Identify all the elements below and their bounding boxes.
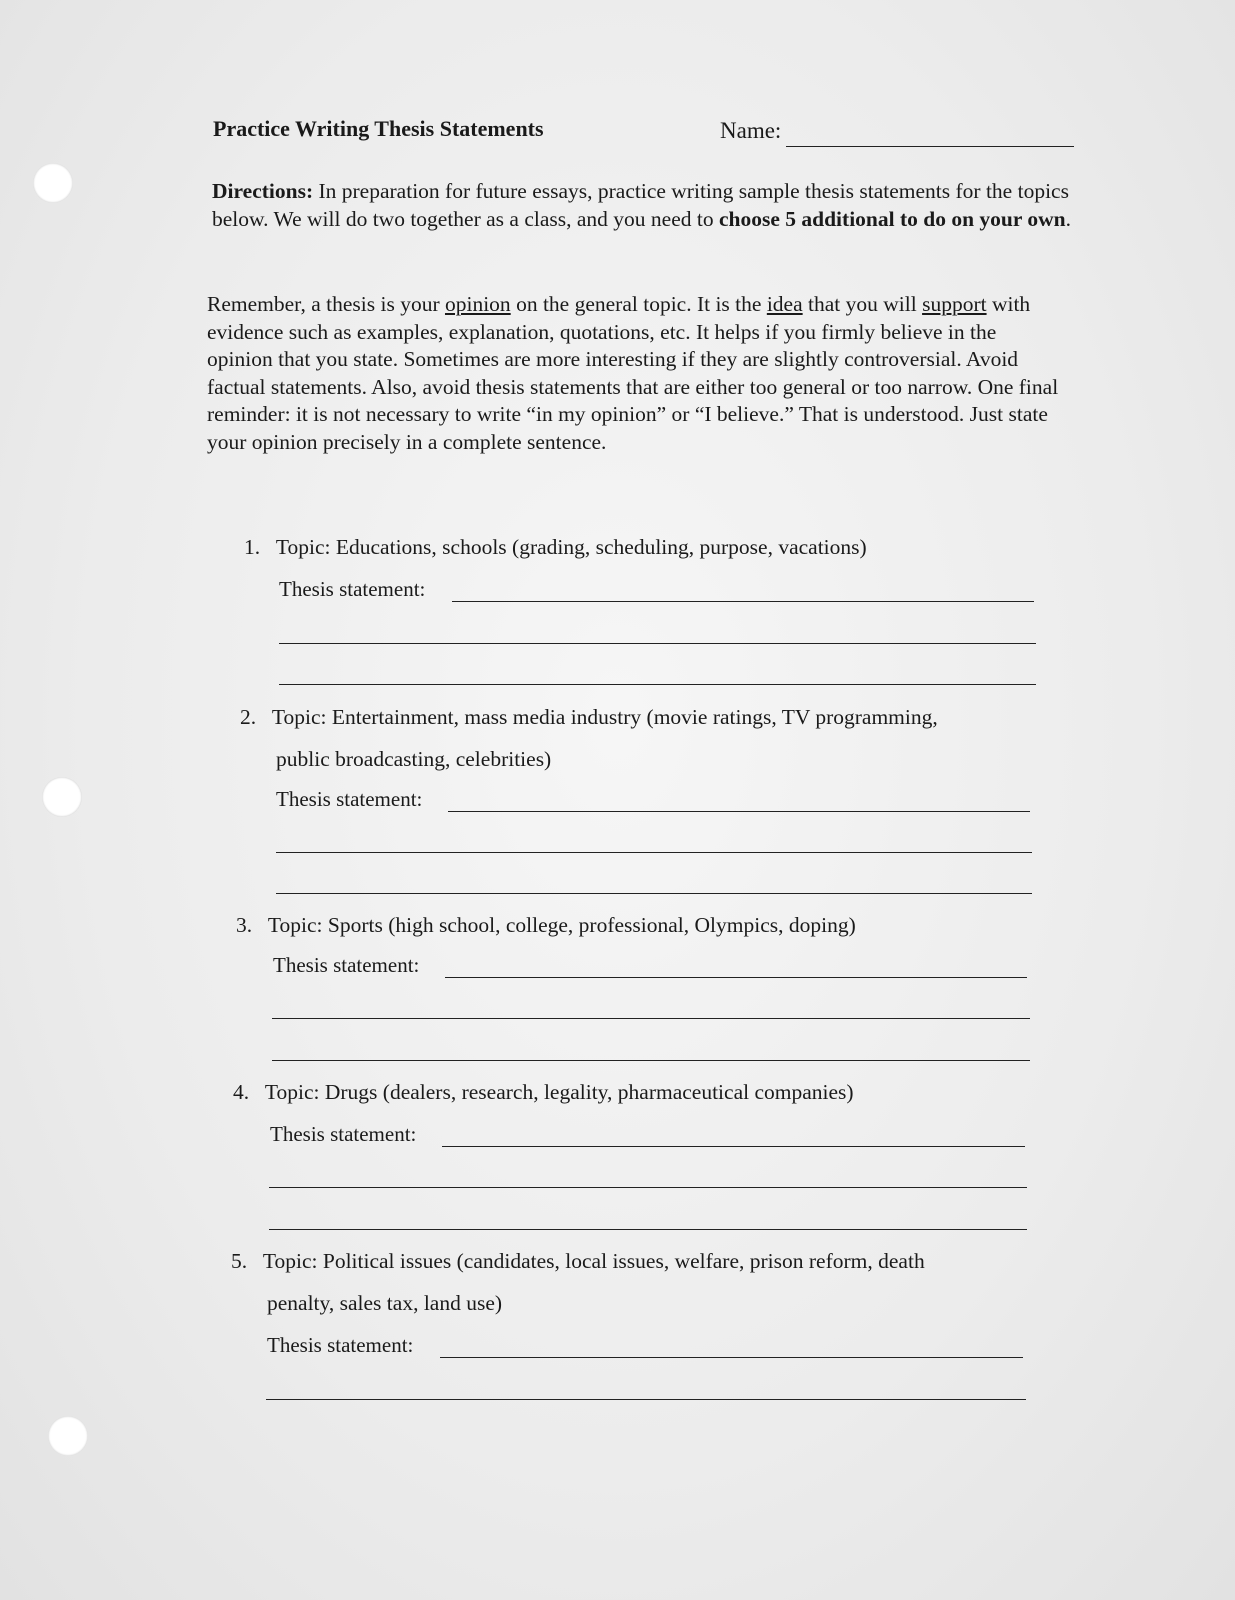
thesis-line[interactable] <box>269 1229 1027 1230</box>
directions-paragraph <box>212 178 1092 233</box>
directions-label: Directions: <box>212 179 314 203</box>
thesis-label: Thesis statement: <box>273 953 420 977</box>
thesis-line[interactable] <box>445 977 1027 978</box>
thesis-line[interactable] <box>276 852 1032 853</box>
name-label: Name: <box>720 118 782 143</box>
topic-text: Topic: Educations, schools (grading, scheduling, purpose, vacations) <box>275 535 867 559</box>
thesis-line[interactable] <box>440 1357 1023 1358</box>
name-field[interactable] <box>786 146 1074 147</box>
topic-text: Topic: Entertainment, mass media industry (movie ratings, TV programming, <box>271 705 938 729</box>
thesis-label: Thesis statement: <box>270 1122 417 1146</box>
thesis-line[interactable] <box>279 684 1036 685</box>
reminder-paragraph <box>207 291 1067 456</box>
topic-4 <box>233 1080 854 1105</box>
topic-2 <box>240 705 938 730</box>
thesis-line[interactable] <box>272 1018 1030 1019</box>
reminder-text-4: with evidence such as examples, explanation, quotations, etc. It helps if you firmly believe in the opinion that you state. Sometimes are more interesting if they are slightly controversial. Avoid factual statements. Also, avoid thesis statements that are either too general or too narrow. One final reminder: it is not necessary to write “in my opinion” or “I believe.” That is understood. Just state your opinion precisely in a complete sentence. <box>207 292 1059 454</box>
topic-number: 5. <box>231 1249 248 1273</box>
reminder-text-2: on the general topic. It is the <box>516 292 762 316</box>
thesis-line[interactable] <box>269 1187 1027 1188</box>
thesis-line[interactable] <box>279 643 1036 644</box>
thesis-label: Thesis statement: <box>279 577 426 601</box>
topic-number: 3. <box>236 913 253 937</box>
thesis-line[interactable] <box>276 893 1032 894</box>
thesis-line[interactable] <box>442 1146 1025 1147</box>
topic-text: Topic: Drugs (dealers, research, legality, pharmaceutical companies) <box>264 1080 854 1104</box>
topic-2-continued: public broadcasting, celebrities) <box>276 747 552 771</box>
topic-5-continued: penalty, sales tax, land use) <box>267 1291 503 1315</box>
page-title: Practice Writing Thesis Statements <box>213 116 544 141</box>
underline-opinion: opinion <box>444 292 511 316</box>
thesis-line[interactable] <box>452 601 1034 602</box>
underline-support: support <box>922 292 987 316</box>
topic-number: 2. <box>240 705 257 729</box>
reminder-text-3: that you will <box>808 292 917 316</box>
thesis-label: Thesis statement: <box>276 787 423 811</box>
directions-bold: choose 5 additional to do on your own <box>718 206 1066 231</box>
directions-end: . <box>1065 206 1072 231</box>
reminder-text-1: Remember, a thesis is your <box>207 292 440 316</box>
topic-3 <box>236 913 856 938</box>
topic-text: Topic: Political issues (candidates, local issues, welfare, prison reform, death <box>262 1249 925 1273</box>
topic-1 <box>244 535 867 560</box>
topic-number: 4. <box>233 1080 250 1104</box>
directions-text: In preparation for future essays, practice writing sample thesis statements for the topics below. We will do two together as a class, and you need to <box>212 179 1069 231</box>
topic-5 <box>231 1249 925 1274</box>
underline-idea: idea <box>766 292 803 316</box>
thesis-line[interactable] <box>448 811 1030 812</box>
thesis-line[interactable] <box>272 1060 1030 1061</box>
thesis-line[interactable] <box>266 1399 1026 1400</box>
thesis-label: Thesis statement: <box>267 1333 414 1357</box>
topic-number: 1. <box>244 535 261 559</box>
topic-text: Topic: Sports (high school, college, professional, Olympics, doping) <box>267 913 856 937</box>
